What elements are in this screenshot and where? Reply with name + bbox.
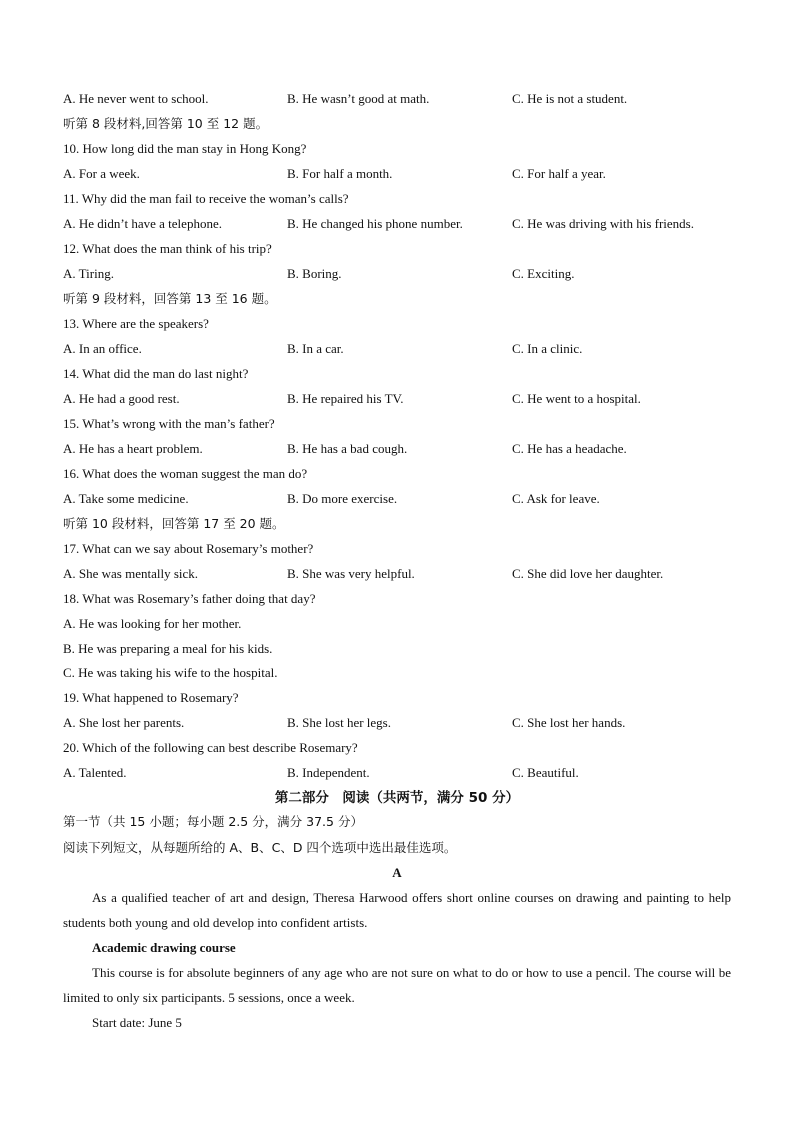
course-1-title: Academic drawing course xyxy=(92,940,236,955)
q13-option-b: B. In a car. xyxy=(287,341,344,356)
q15-options xyxy=(63,439,743,459)
q11-stem: 11. Why did the man fail to receive the woman’s calls? xyxy=(63,191,349,206)
q17-options xyxy=(63,564,743,584)
q16-option-c: C. Ask for leave. xyxy=(512,491,600,506)
q12-stem: 12. What does the man think of his trip? xyxy=(63,241,272,256)
q14-options xyxy=(63,389,743,409)
material-9-instruction: 听第 9 段材料，回答第 13 至 16 题。 xyxy=(63,291,277,306)
q19-option-b: B. She lost her legs. xyxy=(287,715,391,730)
q20-option-c: C. Beautiful. xyxy=(512,765,579,780)
q17-option-a: A. She was mentally sick. xyxy=(63,566,199,581)
q13-stem: 13. Where are the speakers? xyxy=(63,316,209,331)
q17-stem: 17. What can we say about Rosemary’s mother? xyxy=(63,541,314,556)
q16-option-a: A. Take some medicine. xyxy=(63,491,189,506)
q17-option-c: C. She did love her daughter. xyxy=(512,566,664,581)
material-10-instruction: 听第 10 段材料，回答第 17 至 20 题。 xyxy=(63,516,285,531)
q10-option-c: C. For half a year. xyxy=(512,166,606,181)
q20-option-a: A. Talented. xyxy=(63,765,127,780)
q10-option-a: A. For a week. xyxy=(63,166,140,181)
q12-options xyxy=(63,264,743,284)
q12-option-b: B. Boring. xyxy=(287,266,342,281)
q16-options xyxy=(63,489,743,509)
section-1-note: 第一节（共 15 小题；每小题 2.5 分，满分 37.5 分） xyxy=(63,814,363,829)
q9-option-b: B. He wasn’t good at math. xyxy=(287,91,430,106)
part-2-title: 第二部分 阅读（共两节，满分 50 分） xyxy=(274,790,520,806)
q9-option-a: A. He never went to school. xyxy=(63,91,209,106)
q15-option-a: A. He has a heart problem. xyxy=(63,441,203,456)
passage-letter: A xyxy=(392,865,402,880)
q13-options xyxy=(63,339,743,359)
q9-option-c: C. He is not a student. xyxy=(512,91,628,106)
q14-stem: 14. What did the man do last night? xyxy=(63,366,249,381)
q19-options xyxy=(63,713,743,733)
q11-option-b: B. He changed his phone number. xyxy=(287,216,463,231)
q16-option-b: B. Do more exercise. xyxy=(287,491,398,506)
q18-option-a: A. He was looking for her mother. xyxy=(63,616,242,631)
passage-intro: As a qualified teacher of art and design, Theresa Harwood offers short online courses on drawing and painting to help students both young and old develop into confident artists. xyxy=(63,890,731,930)
q17-option-b: B. She was very helpful. xyxy=(287,566,415,581)
q12-option-a: A. Tiring. xyxy=(63,266,114,281)
q10-option-b: B. For half a month. xyxy=(287,166,393,181)
q11-option-c: C. He was driving with his friends. xyxy=(512,216,694,231)
material-8-instruction: 听第 8 段材料,回答第 10 至 12 题。 xyxy=(63,116,269,131)
q13-option-a: A. In an office. xyxy=(63,341,142,356)
course-1-description: This course is for absolute beginners of any age who are not sure on what to do or how to use a pencil. The course will be limited to only six participants. 5 sessions, once a week. xyxy=(63,965,731,1005)
q16-stem: 16. What does the woman suggest the man do? xyxy=(63,466,308,481)
q14-option-a: A. He had a good rest. xyxy=(63,391,180,406)
q11-options xyxy=(63,214,743,234)
q15-stem: 15. What’s wrong with the man’s father? xyxy=(63,416,275,431)
q18-stem: 18. What was Rosemary’s father doing that day? xyxy=(63,591,316,606)
q15-option-c: C. He has a headache. xyxy=(512,441,627,456)
reading-instruction: 阅读下列短文，从每题所给的 A、B、C、D 四个选项中选出最佳选项。 xyxy=(63,840,457,855)
q20-options xyxy=(63,763,743,783)
q10-options xyxy=(63,164,743,184)
q18-option-c: C. He was taking his wife to the hospital. xyxy=(63,665,278,680)
q19-option-a: A. She lost her parents. xyxy=(63,715,185,730)
q18-option-b: B. He was preparing a meal for his kids. xyxy=(63,641,273,656)
q11-option-a: A. He didn’t have a telephone. xyxy=(63,216,222,231)
q14-option-c: C. He went to a hospital. xyxy=(512,391,641,406)
q19-stem: 19. What happened to Rosemary? xyxy=(63,690,239,705)
q20-stem: 20. Which of the following can best describe Rosemary? xyxy=(63,740,358,755)
q9-options xyxy=(63,89,743,109)
q15-option-b: B. He has a bad cough. xyxy=(287,441,408,456)
q12-option-c: C. Exciting. xyxy=(512,266,575,281)
q19-option-c: C. She lost her hands. xyxy=(512,715,626,730)
q10-stem: 10. How long did the man stay in Hong Kong? xyxy=(63,141,307,156)
q14-option-b: B. He repaired his TV. xyxy=(287,391,404,406)
course-1-start-date: Start date: June 5 xyxy=(92,1015,182,1030)
q13-option-c: C. In a clinic. xyxy=(512,341,583,356)
q20-option-b: B. Independent. xyxy=(287,765,370,780)
